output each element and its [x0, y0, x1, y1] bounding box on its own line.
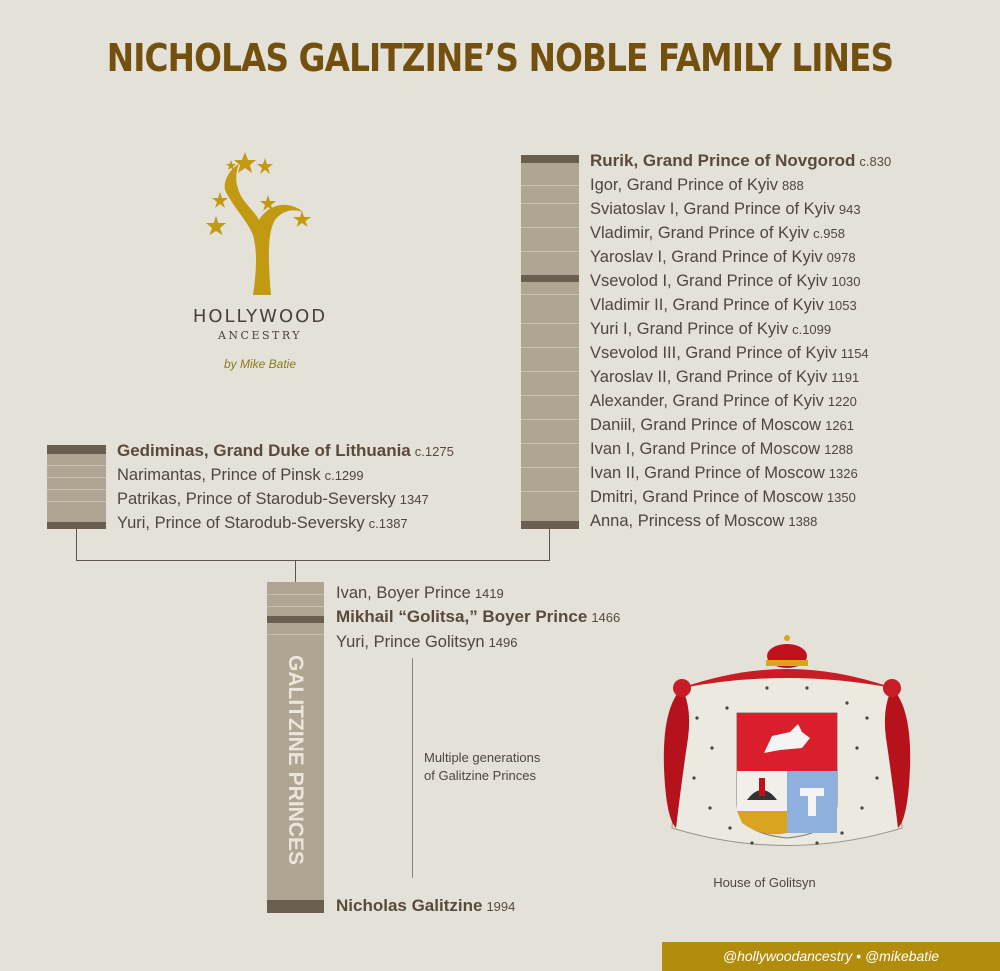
bar-band: [267, 900, 324, 913]
lithuania-entry: Yuri, Prince of Starodub-Seversky c.1387: [117, 514, 408, 532]
bar-band: [521, 521, 579, 529]
rurik-entry: Vladimir, Grand Prince of Kyiv c.958: [590, 224, 845, 242]
coat-of-arms-icon: [652, 628, 922, 868]
social-footer: [662, 942, 1000, 971]
bar-band: [521, 275, 579, 282]
lithuania-entry: Narimantas, Prince of Pinsk c.1299: [117, 466, 364, 484]
bar-band: [267, 616, 324, 623]
lithuania-entry: Patrikas, Prince of Starodub-Seversky 1347: [117, 490, 429, 508]
logo-name: HOLLYWOOD: [192, 306, 328, 327]
connector-horizontal: [76, 560, 550, 561]
generations-note-line-2: of Galitzine Princes: [424, 768, 536, 783]
connector-left-drop: [76, 529, 77, 561]
page-title: NICHOLAS GALITZINE’S NOBLE FAMILY LINES: [106, 36, 894, 80]
galitzine-bar-label: GALITZINE PRINCES: [284, 654, 307, 866]
galitzine-entry: Mikhail “Golitsa,” Boyer Prince 1466: [336, 607, 621, 626]
rurik-entry: Anna, Princess of Moscow 1388: [590, 512, 818, 530]
rurik-entry: Yaroslav I, Grand Prince of Kyiv 0978: [590, 248, 856, 266]
generations-line: [412, 658, 413, 878]
bar-band: [521, 155, 579, 163]
connector-right-drop: [549, 529, 550, 561]
hollywood-ancestry-logo: [195, 150, 325, 300]
bar-band: [47, 522, 106, 529]
lithuania-line-bar: [47, 445, 106, 529]
logo-subtitle: ANCESTRY: [217, 329, 303, 342]
galitzine-entry: Yuri, Prince Golitsyn 1496: [336, 633, 518, 651]
connector-center-drop: [295, 560, 296, 582]
rurik-entry: Yuri I, Grand Prince of Kyiv c.1099: [590, 320, 832, 338]
rurik-entry: Yaroslav II, Grand Prince of Kyiv 1191: [590, 368, 860, 386]
rurik-entry: Ivan II, Grand Prince of Moscow 1326: [590, 464, 858, 482]
rurik-entry: Vsevolod III, Grand Prince of Kyiv 1154: [590, 344, 869, 362]
rurik-line-bar: [521, 155, 579, 529]
rurik-entry: Igor, Grand Prince of Kyiv 888: [590, 176, 804, 194]
bar-band: [47, 445, 106, 454]
social-handles: @hollywoodancestry • @mikebatie: [722, 948, 940, 964]
lithuania-entry: Gediminas, Grand Duke of Lithuania c.1275: [117, 441, 454, 460]
tree-stars-icon: [195, 150, 325, 300]
rurik-entry: Ivan I, Grand Prince of Moscow 1288: [590, 440, 854, 458]
generations-note-line-1: Multiple generations: [424, 750, 541, 765]
rurik-entry: Sviatoslav I, Grand Prince of Kyiv 943: [590, 200, 861, 218]
coat-of-arms-image: [652, 628, 922, 868]
rurik-entry: Rurik, Grand Prince of Novgorod c.830: [590, 151, 892, 170]
rurik-entry: Alexander, Grand Prince of Kyiv 1220: [590, 392, 857, 410]
logo-byline: by Mike Batie: [223, 357, 297, 371]
rurik-entry: Dmitri, Grand Prince of Moscow 1350: [590, 488, 856, 506]
final-entry: Nicholas Galitzine 1994: [336, 896, 516, 915]
rurik-entry: Vsevolod I, Grand Prince of Kyiv 1030: [590, 272, 861, 290]
coat-of-arms-caption: House of Golitsyn: [713, 875, 816, 890]
rurik-entry: Daniil, Grand Prince of Moscow 1261: [590, 416, 855, 434]
rurik-entry: Vladimir II, Grand Prince of Kyiv 1053: [590, 296, 857, 314]
galitzine-entry: Ivan, Boyer Prince 1419: [336, 584, 504, 602]
